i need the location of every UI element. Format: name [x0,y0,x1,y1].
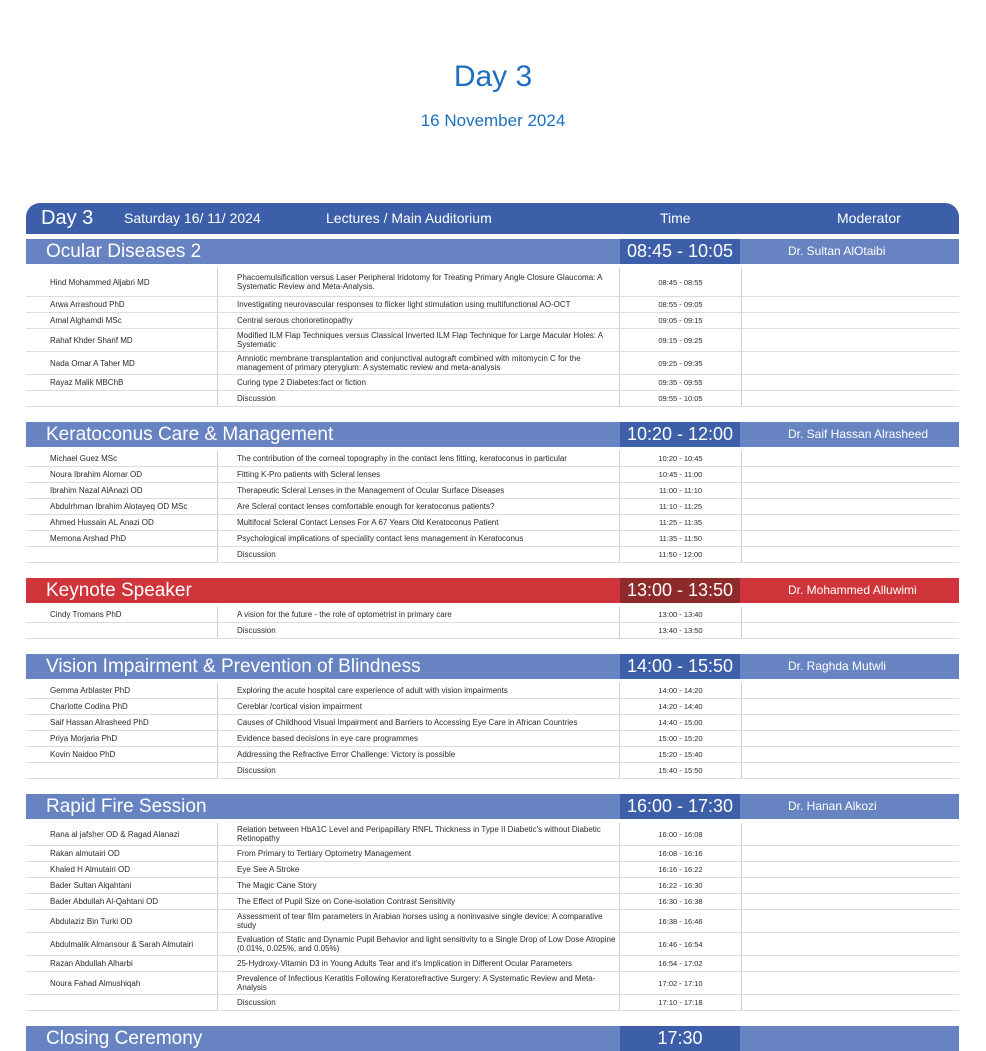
talk-time: 16:54 - 17:02 [620,956,742,971]
talk-moderator-cell [742,894,959,909]
talk-title: The Effect of Pupil Size on Cone-isolation Contrast Sensitivity [218,894,620,909]
session-moderator: Dr. Hanan Alkozi [788,799,877,813]
session-time: 16:00 - 17:30 [620,794,740,819]
talk-speaker [26,391,218,406]
table-row [26,297,959,313]
table-row [26,823,959,846]
talk-speaker [26,623,218,638]
session-header [26,1026,959,1051]
talk-moderator-cell [742,699,959,714]
talk-title: A vision for the future - the role of optometrist in primary care [218,607,620,622]
talk-title: Relation between HbA1C Level and Peripapillary RNFL Thickness in Type II Diabetic's without Diabetic Retinopathy [218,823,620,845]
session-title: Closing Ceremony [46,1028,203,1049]
talk-speaker: Abdulrhman Ibrahim Alotayeq OD MSc [26,499,218,514]
talk-time: 08:45 - 08:55 [620,268,742,296]
talk-moderator-cell [742,956,959,971]
table-row [26,483,959,499]
talk-title: Discussion [218,763,620,778]
talk-title: Modified ILM Flap Techniques versus Classical Inverted ILM Flap Technique for Large Macular Holes: A Systematic [218,329,620,351]
table-row [26,862,959,878]
talk-moderator-cell [742,862,959,877]
talk-title: Addressing the Refractive Error Challenge: Victory is possible [218,747,620,762]
table-row [26,352,959,375]
talk-speaker: Rana al jafsher OD & Ragad Alanazi [26,823,218,845]
talk-time: 11:10 - 11:25 [620,499,742,514]
talk-title: The contribution of the corneal topography in the contact lens fitting, keratoconus in particular [218,451,620,466]
talk-title: Discussion [218,547,620,562]
talk-title: Prevalence of Infectious Keratitis Following Keratorefractive Surgery: A Systematic Review and Meta-Analysis [218,972,620,994]
talk-speaker: Ahmed Hussain AL Anazi OD [26,515,218,530]
talk-title: Assessment of tear film parameters in Arabian horses using a noninvasive single device: A comparative study [218,910,620,932]
talk-title: Eye See A Stroke [218,862,620,877]
table-row [26,995,959,1011]
session-time: 17:30 [620,1026,740,1051]
talk-speaker: Saif Hassan Alrasheed PhD [26,715,218,730]
talk-speaker: Cindy Tromans PhD [26,607,218,622]
talk-speaker: Arwa Arrashoud PhD [26,297,218,312]
session-gap [26,407,959,417]
talk-time: 15:20 - 15:40 [620,747,742,762]
session-talks [26,607,959,639]
session-header [26,422,959,447]
table-row [26,531,959,547]
talk-time: 15:40 - 15:50 [620,763,742,778]
talk-time: 11:00 - 11:10 [620,483,742,498]
talk-title: From Primary to Tertiary Optometry Management [218,846,620,861]
talk-time: 10:20 - 10:45 [620,451,742,466]
session-gap [26,563,959,573]
talk-time: 11:35 - 11:50 [620,531,742,546]
talk-time: 10:45 - 11:00 [620,467,742,482]
session-gap [26,1011,959,1021]
talk-time: 14:20 - 14:40 [620,699,742,714]
talk-title: Causes of Childhood Visual Impairment and Barriers to Accessing Eye Care in African Countries [218,715,620,730]
talk-time: 11:25 - 11:35 [620,515,742,530]
session-gap [26,639,959,649]
session-title: Keratoconus Care & Management [46,424,334,445]
talk-time: 11:50 - 12:00 [620,547,742,562]
talk-moderator-cell [742,268,959,296]
talk-speaker: Gemma Arblaster PhD [26,683,218,698]
session-moderator: Dr. Saif Hassan Alrasheed [788,427,929,441]
talk-moderator-cell [742,878,959,893]
talk-speaker: Nada Omar A Taher MD [26,352,218,374]
talk-moderator-cell [742,995,959,1010]
talk-time: 09:35 - 09:55 [620,375,742,390]
session-talks [26,823,959,1011]
session-moderator: Dr. Mohammed Alluwimi [788,583,917,597]
talk-title: Evidence based decisions in eye care programmes [218,731,620,746]
talk-time: 16:00 - 16:08 [620,823,742,845]
talk-time: 16:46 - 16:54 [620,933,742,955]
talk-moderator-cell [742,972,959,994]
session-header [26,578,959,603]
talk-speaker: Michael Guez MSc [26,451,218,466]
talk-time: 16:22 - 16:30 [620,878,742,893]
talk-time: 08:55 - 09:05 [620,297,742,312]
talk-speaker: Amal Alghamdi MSc [26,313,218,328]
session-title: Ocular Diseases 2 [46,241,202,262]
talk-title: Central serous chorioretinopathy [218,313,620,328]
table-row [26,846,959,862]
table-row [26,731,959,747]
talk-speaker: Bader Sultan Alqahtani [26,878,218,893]
talk-time: 09:15 - 09:25 [620,329,742,351]
talk-time: 09:25 - 09:35 [620,352,742,374]
talk-moderator-cell [742,499,959,514]
talk-moderator-cell [742,313,959,328]
session-header [26,794,959,819]
talk-moderator-cell [742,467,959,482]
talk-time: 16:38 - 16:46 [620,910,742,932]
talk-title: Therapeutic Scleral Lenses in the Management of Ocular Surface Diseases [218,483,620,498]
table-row [26,972,959,995]
talk-time: 14:40 - 15:00 [620,715,742,730]
table-row [26,683,959,699]
talk-speaker: Charlotte Codina PhD [26,699,218,714]
header-date: Saturday 16/ 11/ 2024 [124,210,261,226]
talk-time: 09:55 - 10:05 [620,391,742,406]
table-row [26,894,959,910]
table-row [26,715,959,731]
table-row [26,313,959,329]
talk-speaker: Priya Morjaria PhD [26,731,218,746]
session-talks [26,268,959,407]
talk-time: 09:05 - 09:15 [620,313,742,328]
talk-moderator-cell [742,297,959,312]
talk-speaker: Kovin Naidoo PhD [26,747,218,762]
session-gap [26,779,959,789]
table-row [26,623,959,639]
talk-title: 25-Hydroxy-Vitamin D3 in Young Adults Tear and it's Implication in Different Ocular Parameters [218,956,620,971]
table-row [26,391,959,407]
talk-speaker: Bader Abdullah Al-Qahtani OD [26,894,218,909]
talk-moderator-cell [742,933,959,955]
talk-speaker: Abdulaziz Bin Turki OD [26,910,218,932]
talk-speaker: Abdulmalik Almansour & Sarah Almutairi [26,933,218,955]
talk-moderator-cell [742,547,959,562]
talk-time: 13:40 - 13:50 [620,623,742,638]
talk-title: Psychological implications of speciality contact lens management in Keratoconus [218,531,620,546]
talk-speaker: Rahaf Khder Sharif MD [26,329,218,351]
talk-title: Multifocal Scleral Contact Lenses For A 67 Years Old Keratoconus Patient [218,515,620,530]
table-row [26,515,959,531]
talk-title: The Magic Cane Story [218,878,620,893]
talk-moderator-cell [742,451,959,466]
talk-title: Are Scleral contact lenses comfortable enough for keratoconus patients? [218,499,620,514]
talk-moderator-cell [742,329,959,351]
talk-speaker: Ibrahim Nazal AlAnazi OD [26,483,218,498]
talk-moderator-cell [742,483,959,498]
schedule-table [26,203,959,1051]
talk-moderator-cell [742,352,959,374]
session-time: 13:00 - 13:50 [620,578,740,603]
talk-title: Cereblar /cortical vision impairment [218,699,620,714]
table-row [26,747,959,763]
session-time: 08:45 - 10:05 [620,239,740,264]
table-row [26,451,959,467]
talk-moderator-cell [742,515,959,530]
talk-speaker: Rayaz Malik MBChB [26,375,218,390]
talk-speaker: Memona Arshad PhD [26,531,218,546]
talk-moderator-cell [742,623,959,638]
page-date: 16 November 2024 [420,111,566,130]
table-row [26,956,959,972]
talk-moderator-cell [742,823,959,845]
header-venue: Lectures / Main Auditorium [326,210,492,226]
session-title: Rapid Fire Session [46,796,207,817]
talk-speaker [26,547,218,562]
talk-title: Fitting K-Pro patients with Scleral lenses [218,467,620,482]
header-time: Time [660,210,691,226]
session-title: Vision Impairment & Prevention of Blindness [46,656,421,677]
talk-speaker: Noura Ibrahim Alomar OD [26,467,218,482]
talk-moderator-cell [742,747,959,762]
talk-moderator-cell [742,683,959,698]
talk-title: Phacoemulsification versus Laser Peripheral Iridotomy for Treating Primary Angle Closure Glaucoma: A Systematic Review and Meta-Analysis. [218,268,620,296]
talk-speaker [26,763,218,778]
session-time: 14:00 - 15:50 [620,654,740,679]
talk-time: 16:16 - 16:22 [620,862,742,877]
table-row [26,499,959,515]
table-row [26,910,959,933]
session-header [26,239,959,264]
talk-time: 16:08 - 16:16 [620,846,742,861]
session-time: 10:20 - 12:00 [620,422,740,447]
talk-title: Investigating neurovascular responses to flicker light stimulation using multifunctional AO-OCT [218,297,620,312]
table-row [26,763,959,779]
talk-title: Discussion [218,623,620,638]
table-header [26,203,959,234]
talk-title: Evaluation of Static and Dynamic Pupil Behavior and light sensitivity to a Single Drop of Low Dose Atropine (0.01%, 0.025%, and 0.05%) [218,933,620,955]
talk-speaker: Razan Abdullah Alharbi [26,956,218,971]
session-moderator: Dr. Sultan AlOtaibi [788,244,886,258]
talk-moderator-cell [742,910,959,932]
talk-moderator-cell [742,531,959,546]
table-row [26,329,959,352]
talk-speaker: Rakan almutairi OD [26,846,218,861]
session-title: Keynote Speaker [46,580,192,601]
talk-moderator-cell [742,731,959,746]
talk-title: Discussion [218,391,620,406]
session-list [26,239,959,1051]
session-talks [26,451,959,563]
table-row [26,547,959,563]
talk-title: Curing type 2 Diabetes:fact or fiction [218,375,620,390]
table-row [26,933,959,956]
talk-moderator-cell [742,715,959,730]
header-moderator: Moderator [837,210,901,226]
table-row [26,699,959,715]
talk-title: Discussion [218,995,620,1010]
talk-time: 17:02 - 17:10 [620,972,742,994]
talk-moderator-cell [742,607,959,622]
session-moderator: Dr. Raghda Mutwli [788,659,887,673]
table-row [26,878,959,894]
talk-moderator-cell [742,375,959,390]
talk-speaker [26,995,218,1010]
session-header [26,654,959,679]
talk-moderator-cell [742,763,959,778]
table-row [26,375,959,391]
talk-title: Amniotic membrane transplantation and conjunctival autograft combined with mitomycin C for the management of primary pterygium: A systematic review and meta-analysis [218,352,620,374]
talk-time: 15:00 - 15:20 [620,731,742,746]
talk-time: 13:00 - 13:40 [620,607,742,622]
talk-title: Exploring the acute hospital care experience of adult with vision impairments [218,683,620,698]
talk-time: 16:30 - 16:38 [620,894,742,909]
table-row [26,268,959,297]
talk-moderator-cell [742,846,959,861]
talk-time: 17:10 - 17:18 [620,995,742,1010]
page-title: Day 3 [453,60,533,93]
session-talks [26,683,959,779]
talk-speaker: Noura Fahad Almushiqah [26,972,218,994]
talk-moderator-cell [742,391,959,406]
table-row [26,467,959,483]
table-row [26,607,959,623]
talk-speaker: Khaled H Almutairi OD [26,862,218,877]
talk-time: 14:00 - 14:20 [620,683,742,698]
header-day: Day 3 [41,207,94,229]
talk-speaker: Hind Mohammed Aljabri MD [26,268,218,296]
